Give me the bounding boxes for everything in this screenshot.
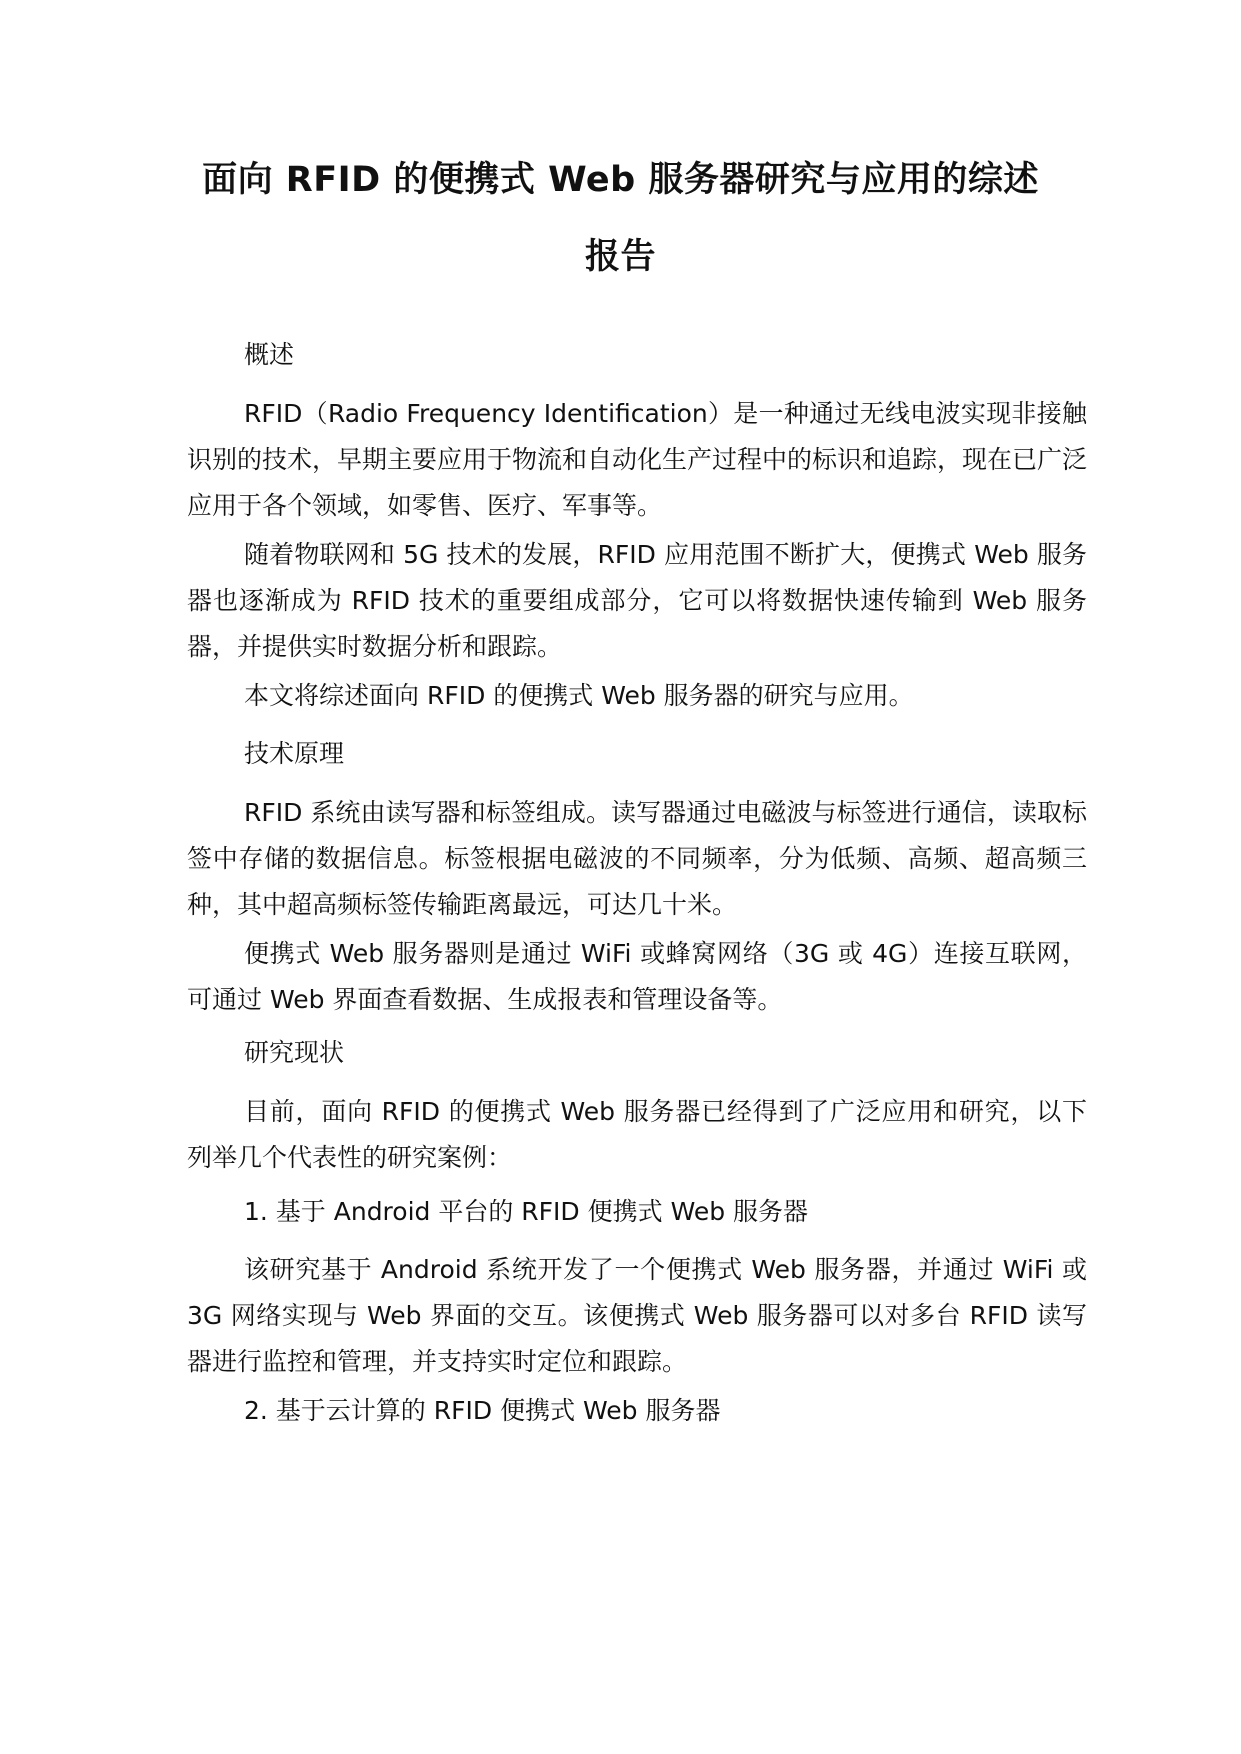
section-heading-status: 研究现状	[244, 1038, 345, 1067]
paragraph-iot-5g: 随着物联网和 5G 技术的发展，RFID 应用范围不断扩大，便携式 Web 服务器也逐渐成为 RFID 技术的重要组成部分，它可以将数据快速传输到 Web 服务器，并提供实时数据分析和跟踪。	[187, 540, 1087, 661]
case-heading-android: 1. 基于 Android 平台的 RFID 便携式 Web 服务器	[244, 1197, 809, 1226]
document-title-line-1: 面向 RFID 的便携式 Web 服务器研究与应用的综述	[202, 160, 1039, 200]
paragraph-rfid-intro: RFID（Radio Frequency Identification）是一种通过无线电波实现非接触识别的技术，早期主要应用于物流和自动化生产过程中的标识和追踪，现在已广泛应用于各个领域，如零售、医疗、军事等。	[187, 399, 1088, 520]
paragraph-scope: 本文将综述面向 RFID 的便携式 Web 服务器的研究与应用。	[244, 681, 914, 710]
paragraph-web-server: 便携式 Web 服务器则是通过 WiFi 或蜂窝网络（3G 或 4G）连接互联网，可通过 Web 界面查看数据、生成报表和管理设备等。	[187, 939, 1087, 1014]
paragraph-research-cases: 目前，面向 RFID 的便携式 Web 服务器已经得到了广泛应用和研究，以下列举几个代表性的研究案例：	[187, 1097, 1087, 1172]
section-heading-overview: 概述	[244, 340, 295, 369]
section-heading-principle: 技术原理	[244, 739, 345, 768]
case-heading-cloud: 2. 基于云计算的 RFID 便携式 Web 服务器	[244, 1396, 721, 1425]
paragraph-rfid-system: RFID 系统由读写器和标签组成。读写器通过电磁波与标签进行通信，读取标签中存储的数据信息。标签根据电磁波的不同频率，分为低频、高频、超高频三种，其中超高频标签传输距离最远，可达几十米。	[187, 798, 1087, 919]
paragraph-android-case: 该研究基于 Android 系统开发了一个便携式 Web 服务器，并通过 WiFi 或 3G 网络实现与 Web 界面的交互。该便携式 Web 服务器可以对多台 RFID 读写器进行监控和管理，并支持实时定位和跟踪。	[187, 1255, 1087, 1376]
document-title-line-2: 报告	[584, 237, 656, 277]
